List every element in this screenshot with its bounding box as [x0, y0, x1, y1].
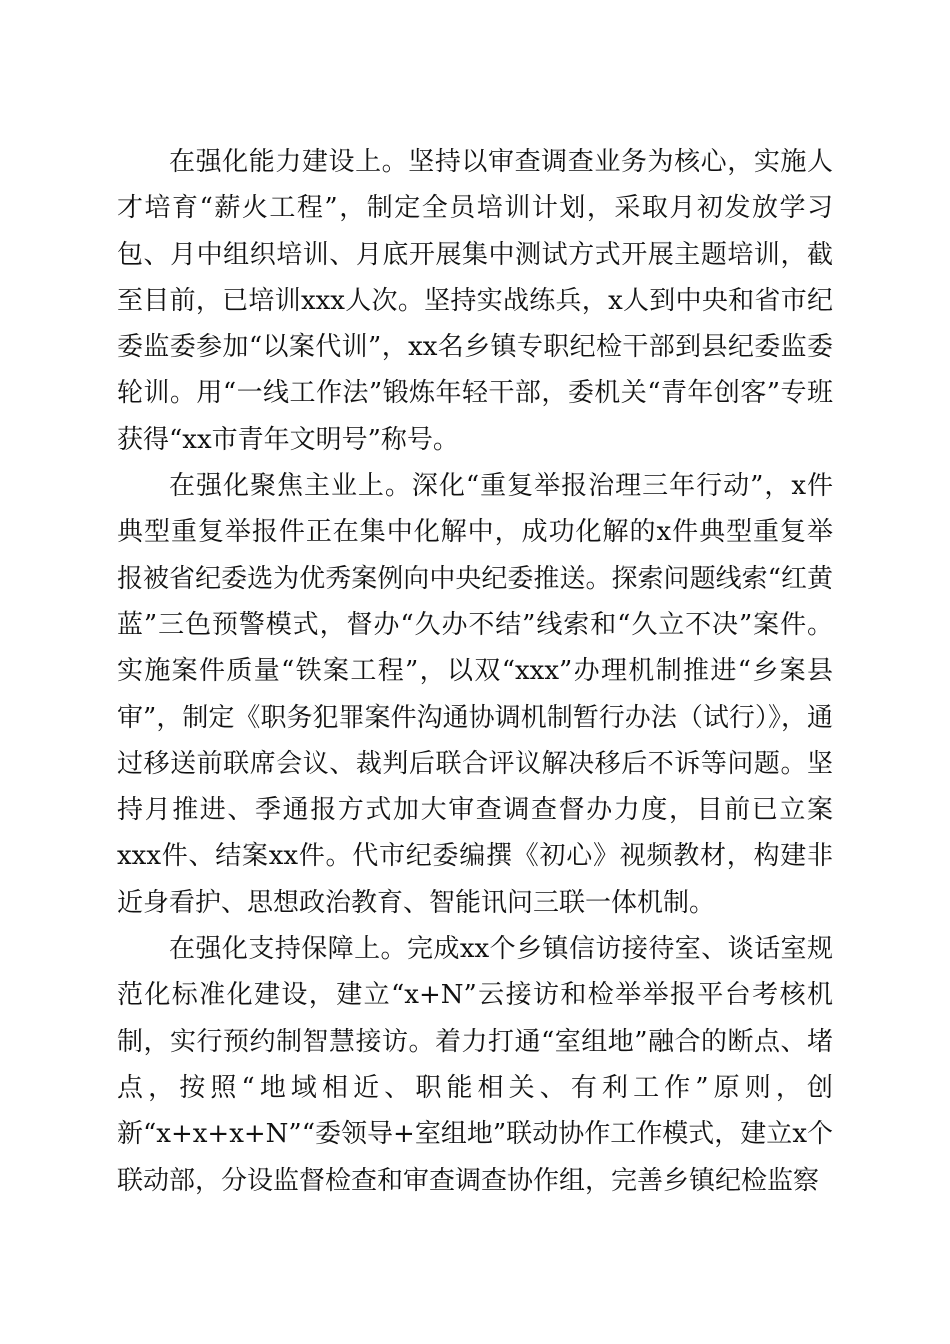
paragraph-support-guarantee: 在强化支持保障上。完成xx个乡镇信访接待室、谈话室规范化标准化建设，建立“x+N”云接访和检举举报平台考核机制，实行预约制智慧接访。着力打通“室组地”融合的断点、堵点，按照“地域相近、职能相关、有利工作”原则，创新“x+x+x+N”“委领导+室组地”联动协作工作模式，建立x个联动部，分设监督检查和审查调查协作组，完善乡镇纪检监察 [117, 934, 833, 1196]
document-body [117, 139, 833, 1204]
paragraph-capacity-building: 在强化能力建设上。坚持以审查调查业务为核心，实施人才培育“薪火工程”，制定全员培训计划，采取月初发放学习包、月中组织培训、月底开展集中测试方式开展主题培训，截至目前，已培训xxx人次。坚持实战练兵，x人到中央和省市纪委监委参加“以案代训”，xx名乡镇专职纪检干部到县纪委监委轮训。用“一线工作法”锻炼年轻干部，委机关“青年创客”专班获得“xx市青年文明号”称号。 [117, 147, 833, 455]
paragraph-focus-main-business: 在强化聚焦主业上。深化“重复举报治理三年行动”，x件典型重复举报件正在集中化解中，成功化解的x件典型重复举报被省纪委选为优秀案例向中央纪委推送。探索问题线索“红黄蓝”三色预警模式，督办“久办不结”线索和“久立不决”案件。实施案件质量“铁案工程”，以双“xxx”办理机制推进“乡案县审”，制定《职务犯罪案件沟通协调机制暂行办法（试行）》，通过移送前联席会议、裁判后联合评议解决移后不诉等问题。坚持月推进、季通报方式加大审查调查督办力度，目前已立案xxx件、结案xx件。代市纪委编撰《初心》视频教材，构建非近身看护、思想政治教育、智能讯问三联一体机制。 [117, 471, 833, 918]
